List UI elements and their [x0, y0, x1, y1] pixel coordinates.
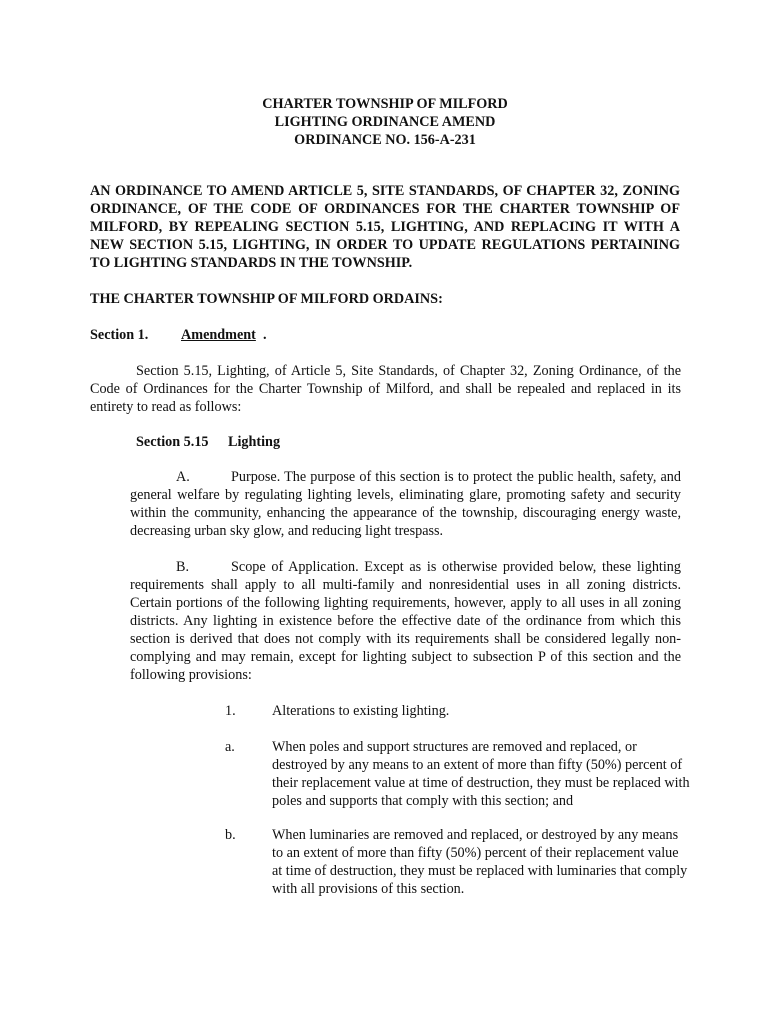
section-5-15-title: Lighting — [228, 434, 281, 450]
list-item-1-text: Alterations to existing lighting. — [272, 703, 450, 719]
section-1-body: Section 5.15, Lighting, of Article 5, Site Standards, of Chapter 32, Zoning Ordinance, of the Code of Ordinances for the Charter Township of Milford, and shall be repealed and replaced in its entirety to read as follows: — [90, 363, 681, 415]
section-5-15-number: Section 5.15 — [136, 434, 209, 450]
ordains-statement: THE CHARTER TOWNSHIP OF MILFORD ORDAINS: — [90, 291, 443, 307]
list-item-a-marker: a. — [225, 739, 235, 755]
title-line-ordinance-number: ORDINANCE NO. 156-A-231 — [294, 132, 476, 148]
paragraph-b — [130, 558, 681, 684]
title-line-township: CHARTER TOWNSHIP OF MILFORD — [262, 96, 508, 112]
section-1-title: Amendment — [181, 327, 256, 343]
section-1-title-period: . — [263, 327, 267, 343]
section-1-title-wrap — [181, 326, 256, 344]
paragraph-a — [130, 468, 681, 540]
document-title — [0, 95, 770, 149]
list-item-a-text: When poles and support structures are removed and replaced, or destroyed by any means to an extent of more than fifty (50%) percent of their replacement value at time of destruction, they must be replaced with poles and supports that comply with this section; and — [272, 739, 690, 809]
list-item-b-text: When luminaries are removed and replaced, or destroyed by any means to an extent of more than fifty (50%) percent of their replacement value at time of destruction, they must be replaced with luminaries that comply with all provisions of this section. — [272, 827, 688, 897]
paragraph-a-marker: A. — [176, 469, 190, 485]
list-item-1-marker: 1. — [225, 703, 236, 719]
paragraph-b-text: Scope of Application. Except as is otherwise provided below, these lighting requirements shall apply to all multi-family and nonresidential uses in all zoning districts. Certain portions of the following lighting requirements, however, apply to all uses in all zoning districts. Any lighting in existence before the effective date of the ordinance from which this section is derived that does not comply with its requirements shall be considered legally non-complying and may remain, except for lighting subject to subsection P of this section and the following provisions: — [130, 559, 681, 683]
section-1-heading — [90, 326, 267, 344]
paragraph-a-text: Purpose. The purpose of this section is to protect the public health, safety, and general welfare by regulating lighting levels, eliminating glare, promoting safety and security within the community, enhancing the appearance of the township, discouraging energy waste, decreasing urban sky glow, and reducing light trespass. — [130, 469, 681, 539]
section-1-label: Section 1. — [90, 327, 149, 343]
list-item-b-marker: b. — [225, 827, 236, 843]
section-5-15-heading — [136, 433, 280, 451]
title-line-ordinance-name: LIGHTING ORDINANCE AMEND — [274, 114, 496, 130]
paragraph-b-marker: B. — [176, 559, 190, 575]
ordinance-abstract: AN ORDINANCE TO AMEND ARTICLE 5, SITE STANDARDS, OF CHAPTER 32, ZONING ORDINANCE, OF THE CODE OF ORDINANCES FOR THE CHARTER TOWNSHIP OF MILFORD, BY REPEALING SECTION 5.15, LIGHTING, AND REPLACING IT WITH A NEW SECTION 5.15, LIGHTING, IN ORDER TO UPDATE REGULATIONS PERTAINING TO LIGHTING STANDARDS IN THE TOWNSHIP. — [90, 183, 680, 271]
